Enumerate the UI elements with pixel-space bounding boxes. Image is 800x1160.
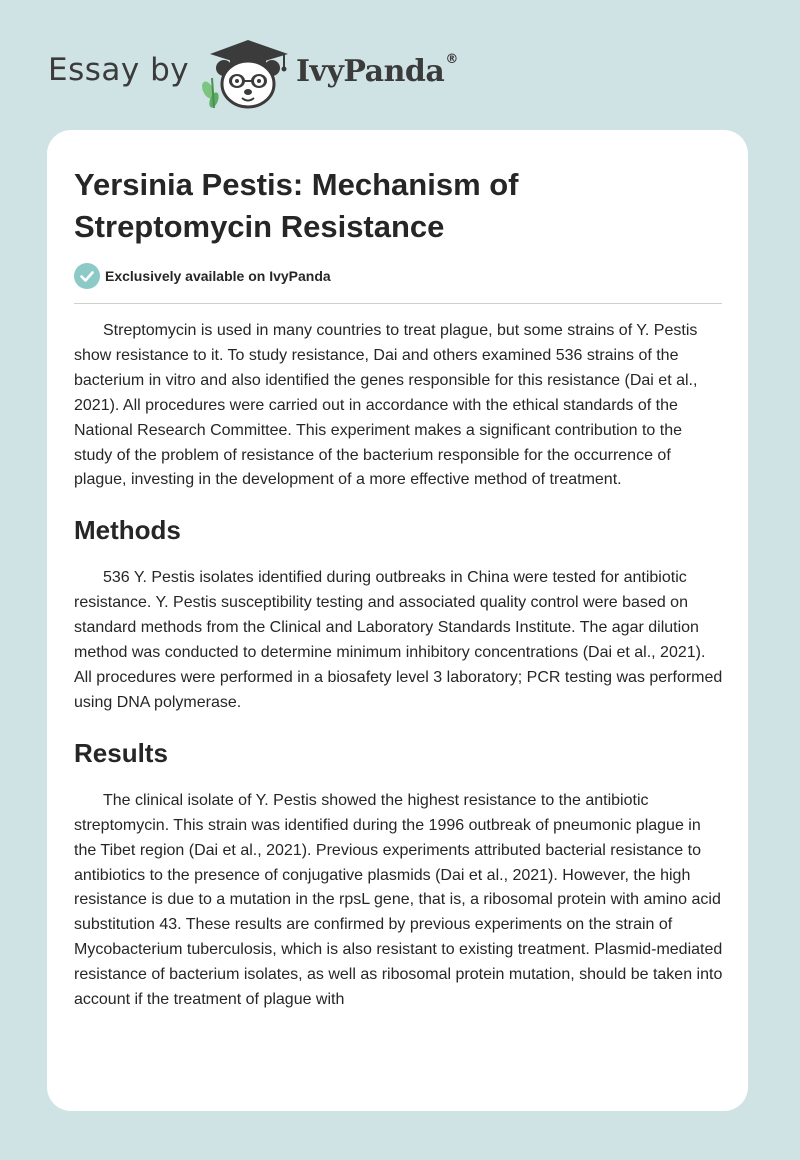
section-heading-methods: Methods <box>74 515 181 546</box>
registered-mark: ® <box>445 52 458 67</box>
brand-name-text: IvyPanda <box>296 54 445 89</box>
section-heading-results: Results <box>74 737 168 768</box>
essay-by-label: Essay by <box>48 52 190 88</box>
site-header <box>48 34 548 114</box>
exclusive-badge-label: Exclusively available on IvyPanda <box>105 268 331 284</box>
exclusive-badge <box>74 263 331 289</box>
intro-paragraph: Streptomycin is used in many countries to treat plague, but some strains of Y. Pestis show resistance to it. To study resistance, Dai and others examined 536 strains of the bacterium in vitro and also identified the genes responsible for this resistance (Dai et al., 2021). All procedures were carried out in accordance with the ethical standards of the National Research Committee. This experiment makes a significant contribution to the study of the problem of resistance of the bacterium responsible for the occurrence of plague, investing in the development of a more effective method of treatment. <box>74 322 698 489</box>
page-title: Yersinia Pestis: Mechanism of Streptomycin Resistance <box>74 167 519 244</box>
divider <box>74 303 722 304</box>
panda-graduate-icon[interactable] <box>200 34 296 110</box>
check-circle-icon <box>74 263 100 289</box>
results-paragraph: The clinical isolate of Y. Pestis showed the highest resistance to the antibiotic streptomycin. This strain was identified during the 1996 outbreak of pneumonic plague in the Tibet region (Dai et al., 2021). Previous experiments attributed bacterial resistance to antibiotics to the presence of conjugative plasmids (Dai et al., 2021). However, the high resistance is due to a mutation in the rpsL gene, that is, a ribosomal protein with amino acid substitution 43. These results are confirmed by previous experiments on the strain of Mycobacterium tuberculosis, which is also resistant to existing treatment. Plasmid-mediated resistance of bacterium isolates, as well as ribosomal protein mutation, should be taken into account if the treatment of plague with <box>74 791 723 1009</box>
article-card <box>47 130 748 1111</box>
brand-name[interactable] <box>296 54 458 89</box>
methods-paragraph: 536 Y. Pestis isolates identified during outbreaks in China were tested for antibiotic resistance. Y. Pestis susceptibility testing and associated quality control were based on standard methods from the Clinical and Laboratory Standards Institute. The agar dilution method was conducted to determine minimum inhibitory concentrations (Dai et al., 2021). All procedures were performed in a biosafety level 3 laboratory; PCR testing was performed using DNA polymerase. <box>74 569 723 711</box>
article-body <box>74 319 724 1013</box>
